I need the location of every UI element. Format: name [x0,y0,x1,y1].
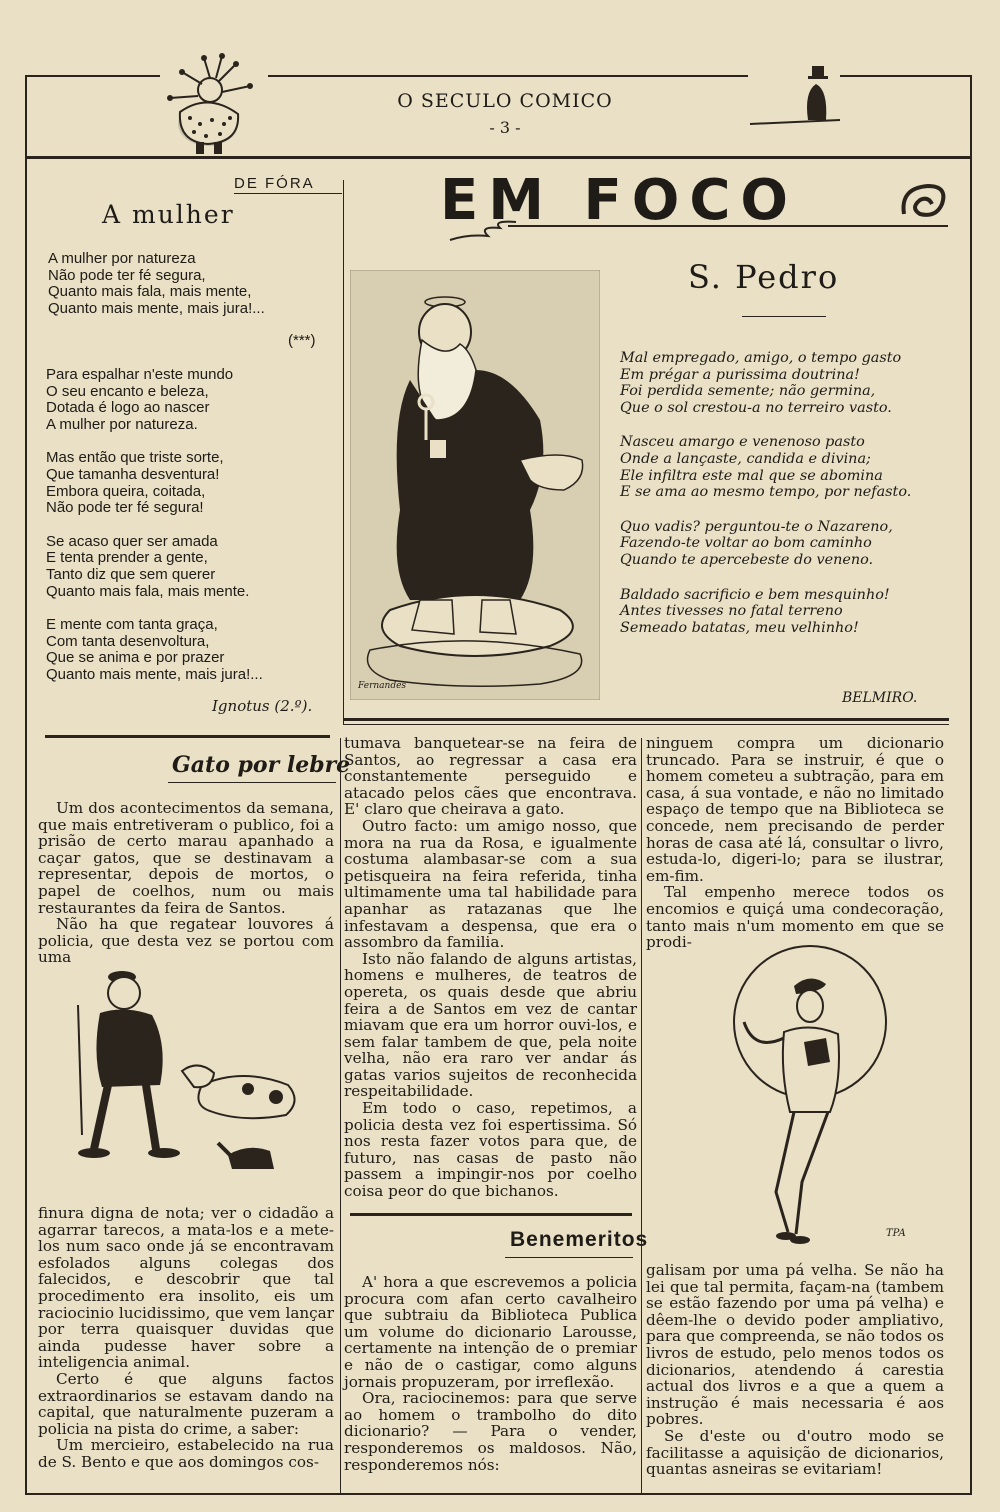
verse-line: Foi perdida semente; não germina, [620,383,876,400]
article-column-1-top [38,800,334,966]
verse-line: Mal empregado, amigo, o tempo gasto [620,350,902,366]
verse-line: Onde a lançaste, candida e divina; [620,450,871,467]
illustration-signature: Fernandes [358,681,407,691]
verse-line: Se acaso quer ser amada [46,532,218,550]
left-column-separator [343,180,344,725]
page-bottom-border [25,1493,972,1495]
saint-peter-caricature [350,270,600,700]
header-top-rule [25,75,160,77]
verse-line: Nasceu amargo e venenoso pasto [620,434,865,451]
benemeritos-column-3-bottom [646,1262,944,1478]
verse-line: Embora queira, coitada, [46,482,206,500]
section-divider-thin [344,724,949,725]
header-top-rule-right [840,75,972,77]
poem-motto [48,251,265,317]
verse-line: Tanto diz que sem querer [46,565,216,583]
paragraph: finura digna de nota; ver o cidadão a agarrar tarecos, a mata-los e a mete-los num saco onde já se encontravam esfolados alguns colegas dos falecidos, e descobrir que tal procedimento era insolito, eis um raciocinio lucidissimo, que vem lançar por terra quaisquer duvidas que ainda pudesse haver sobre a inteligencia animal. [38,1204,334,1372]
verse-line: E se ama ao mesmo tempo, por nefasto. [620,484,912,501]
paragraph: Isto não falando de alguns artistas, homens e mulheres, de teatros de opereta, os quais desde que abriu feira a de Santos em vez de cantar miavam que era um horror ouvi-los, e sem falar tambem de que, pela noite velha, não era raro ver andar ás gatas varios sujeitos de reconhecida respeitabilidade. [344,949,637,1101]
headline-underline-ornament [448,218,950,244]
motto-author-mark: (***) [288,332,316,349]
paragraph: Não ha que regatear louvores á policia, que desta vez se portou com uma [38,915,334,967]
paragraph: Tal empenho merece todos os encomios e quiçá uma condecoração, tanto mais n'um momento em que se prodi- [646,883,944,952]
section-divider [350,1213,632,1216]
motto-line: Quanto mais fala, mais mente, [48,283,252,301]
stanza [620,587,911,637]
page-right-border [970,75,972,1495]
paragraph: Um dos acontecimentos da semana, que mais entretiveram o publico, foi a prisão de certo marau apanhado a caçar gatos, que se destinavam a representar, depois de mortos, o papel de coelhos, num ou mais restaurantes da feira de Santos. [38,799,334,917]
verse-line: Não pode ter fé segura! [46,499,204,517]
paragraph: Certo é que alguns factos extraordinarios se estavam dando na capital, que naturalmente puzeram a policia na pista do crime, a saber: [38,1369,334,1438]
section-divider-wide [344,718,949,721]
motto-line: A mulher por natureza [48,250,196,267]
verse-line: Mas então que triste sorte, [46,449,224,467]
stanza [46,450,263,516]
paragraph: ninguem compra um dicionario truncado. Para se instruir, é que o homem cometeu a subtração, para em casa, á sua vontade, e não no limitado espaço de tempo que na Biblioteca se concede, nem precisando de perder horas de casa até lá, consultar o livro, estuda-lo, digeri-lo; para se ilustrar, em-fim. [646,734,944,885]
illustration-signature: TPA [886,1228,906,1239]
article-headline: Benemeritos [510,1228,649,1251]
paragraph: galisam por uma pá velha. Se não ha lei que tal permita, façam-na (tambem se estão fazendo por uma pá velha) e dêem-lhe o devido poder ampliativo, para que compreenda, se não todos os livros de estudo, pelo menos todos os dicionarios, atendendo á carestia actual dos livros e a que a quem a instrução é mais necessaria é aos pobres. [646,1261,944,1429]
article-column-2-top [344,735,637,1200]
column1-separator [340,738,341,1493]
stanza [46,617,263,683]
paragraph: Um mercieiro, estabelecido na rua de S. Bento e que aos domingos cos- [38,1436,334,1471]
sonnet-signature: BELMIRO. [842,690,918,706]
verse-line: E tenta prender a gente, [46,549,208,567]
stanza [46,367,263,433]
page-left-border [25,75,27,1495]
header-top-rule-middle [268,75,748,77]
section-divider [45,735,330,738]
newspaper-title: O SECULO COMICO [397,90,613,112]
man-and-dogs-illustration [42,955,332,1185]
headline-rule [168,782,336,783]
cat-with-hat-illustration [750,62,840,128]
verse-line: Para espalhar n'este mundo [46,366,234,383]
verse-line: Que tamanha desventura! [46,465,220,483]
benemeritos-column-3-top [646,735,944,951]
verse-line: Quanto mais fala, mais mente. [46,582,250,600]
poem-title: A mulher [102,200,235,229]
paragraph: tumava banquetear-se na feira de Santos, ao regressar a casa era constantemente perseguido e atacado pelos cães que encontrava. E' claro que cheirava a gato. [344,734,637,819]
benemeritos-column-2 [344,1274,637,1473]
stanza [620,519,911,569]
column2-separator [641,738,642,1493]
verse-line: Que o sol crestou-a no terreiro vasto. [620,399,892,416]
poem-body [46,367,263,701]
motto-line: Quanto mais mente, mais jura!... [48,299,265,317]
title-underline [742,316,826,317]
paragraph: A' hora a que escrevemos a policia procura com afan certo cavalheiro que subtraiu da Biblioteca Publica um volume do dicionario Larousse, certamente na intenção de o premiar e não de o castigar, como alguns jornais propuzeram, por irreflexão. [344,1273,637,1391]
verse-line: Baldado sacrificio e bem mesquinho! [620,586,890,603]
verse-line: Dotada é logo ao nascer [46,399,210,417]
pincushion-doll-illustration [160,52,260,157]
verse-line: E mente com tanta graça, [46,616,218,634]
verse-line: Quando te apercebeste do veneno. [620,551,874,568]
headline-rule [505,1257,633,1258]
verse-line: Com tanta desenvoltura, [46,632,210,650]
stanza [46,534,263,600]
verse-line: Que se anima e por prazer [46,649,225,667]
verse-line: A mulher por natureza. [46,415,198,433]
paragraph: Se d'este ou d'outro modo se facilitasse a aquisição de dicionarios, quantas asneiras se evitariam! [646,1426,944,1479]
article-headline: Gato por lebre [172,752,351,778]
page-number: - 3 - [489,118,521,137]
motto-line: Não pode ter fé segura, [48,266,206,284]
verse-line: Antes tivesses no fatal terreno [620,603,843,620]
poem-title: S. Pedro [688,258,840,296]
section-label-underline [234,193,342,194]
verse-line: Ele infiltra este mal que se abomina [620,467,883,484]
verse-line: Quanto mais mente, mais jura!... [46,665,263,683]
verse-line: Semeado batatas, meu velhinho! [620,619,859,636]
verse-line: Em prégar a purissima doutrina! [620,366,860,383]
paragraph: Outro facto: um amigo nosso, que mora na rua da Rosa, e igualmente costuma alambasar-se com a sua petisqueira na feira referida, tinha ultimamente uma tal habilidade para apanhar as ratazanas que lhe infestavam a despensa, que era o assombro da familia. [344,816,637,952]
verse-line: Quo vadis? perguntou-te o Nazareno, [620,518,893,535]
paragraph: Em todo o caso, repetimos, a policia desta vez foi espertissima. Só nos resta fazer votos para que, de futuro, nas casas de pasto não passem a impingir-nos por coelho coisa peor do que bichanos. [344,1099,637,1201]
verse-line: Fazendo-te voltar ao bom caminho [620,535,872,552]
section-headline: EM FOCO [440,168,799,233]
stanza [620,434,911,500]
sonnet [620,350,911,654]
article-column-1-bottom [38,1205,334,1471]
verse-line: O seu encanto e beleza, [46,382,209,400]
paragraph: Ora, raciocinemos: para que serve ao homem o trambolho do dito dicionario? — Para o vender, responderemos os maldosos. Não, responderemos nós: [344,1389,637,1474]
poem-signature: Ignotus (2.º). [212,697,313,715]
stanza [620,350,911,416]
man-with-book-illustration [690,942,930,1247]
section-label: DE FÓRA [234,175,315,192]
